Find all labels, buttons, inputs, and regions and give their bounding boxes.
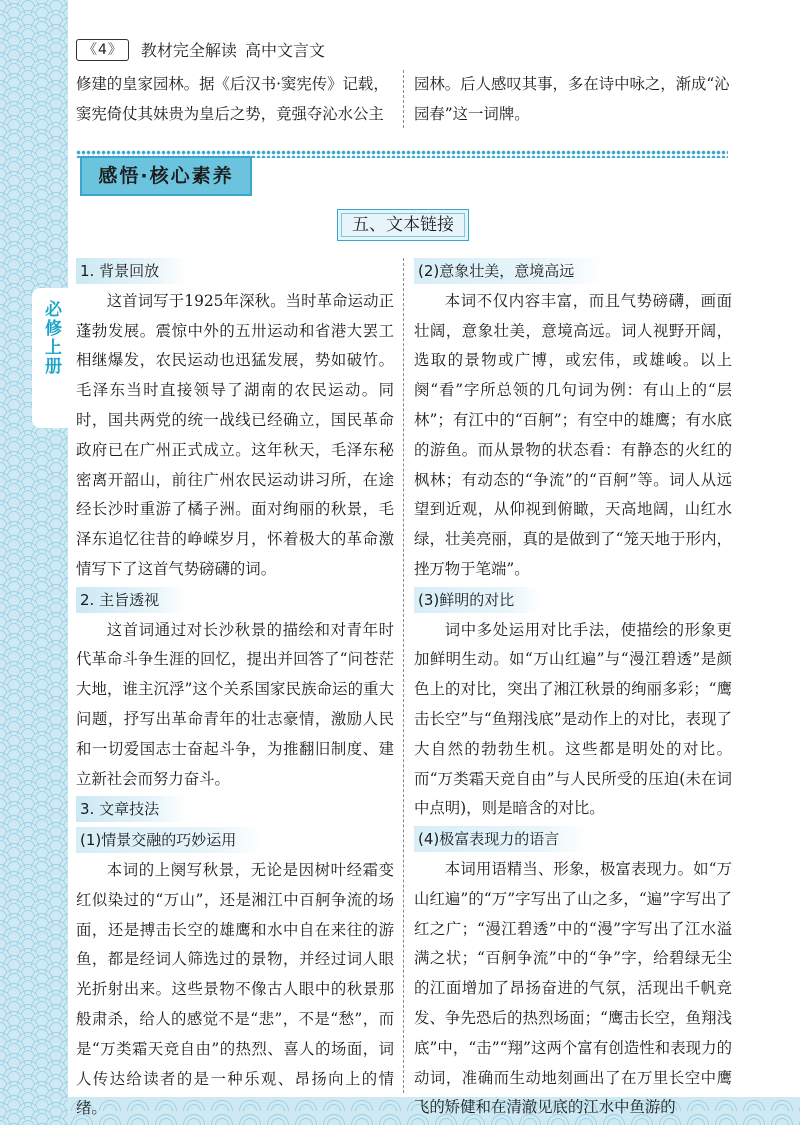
text-line: 窦宪倚仗其妹贵为皇后之势，竟强夺沁水公主	[76, 104, 384, 123]
book-title: 教材完全解读	[140, 41, 237, 60]
left-column	[76, 256, 394, 1124]
column-divider	[403, 258, 404, 1093]
paragraph-technique-1: 本词的上阕写秋景，无论是因树叶经霜变红似染过的“万山”，还是湘江中百舸争流的场面，还是搏击长空的雄鹰和水中自在来往的游鱼，都是经词人筛选过的景物，并经过词人眼光折射出来。这些景物不像古人眼中的秋景那般肃杀，给人的感觉不是“悲”，不是“愁”，而是“万类霜天竞自由”的热烈、喜人的场面，词人传达给读者的是一种乐观、昂扬向上的情绪。	[76, 860, 394, 1118]
paragraph-technique-2: 本词不仅内容丰富，而且气势磅礴，画面壮阔，意象壮美，意境高远。词人视野开阔，选取的景物或广博，或宏伟，或雄峻。以上阕“看”字所总领的几句词为例：有山上的“层林”；有江中的“百舸”；有空中的雄鹰；有水底的游鱼。而从景物的状态看：有静态的火红的枫林；有动态的“争流”的“百舸”等。词人从远望到近观，从仰视到俯瞰，天高地阔，山红水绿，壮美亮丽，真的是做到了“笼天地于形内，挫万物于笔端”。	[414, 291, 732, 578]
paragraph-technique-4: 本词用语精当、形象，极富表现力。如“万山红遍”的“万”字写出了山之多，“遍”字写出了红之广；“漫江碧透”中的“漫”字写出了江水溢满之状；“百舸争流”中的“争”字，给碧绿无尘的江面增加了昂扬奋进的气氛，活现出千帆竞发、争先恐后的热烈场面；“鹰击长空，鱼翔浅底”中，“击”“翔”这两个富有创造性和表现力的动词，准确而生动地刻画出了在万里长空中鹰飞的矫健和在清澈见底的江水中鱼游的	[414, 859, 732, 1117]
top-right-text	[414, 70, 732, 130]
heading-technique-4: (4)极富表现力的语言	[414, 826, 587, 852]
text-line: 园春”这一词牌。	[414, 104, 530, 123]
heading-techniques: 3. 文章技法	[76, 796, 187, 822]
left-decorative-margin	[0, 0, 68, 1125]
top-left-text	[76, 70, 394, 130]
heading-technique-1: (1)情景交融的巧妙运用	[76, 827, 264, 853]
subject-title: 高中文言文	[244, 41, 325, 60]
heading-technique-2: (2)意象壮美，意境高远	[414, 258, 602, 284]
text-line: 园林。后人感叹其事，多在诗中咏之，渐成“沁	[414, 75, 730, 93]
paragraph-theme: 这首词通过对长沙秋景的描绘和对青年时代革命斗争生涯的回忆，提出并回答了“问苍茫大地，谁主沉浮”这个关系国家民族命运的重大问题，抒写出革命青年的壮志豪情，激励人民和一切爱国志士奋起斗争，为推翻旧制度、建立新社会而努力奋斗。	[76, 620, 394, 788]
page-header	[76, 38, 325, 61]
paragraph-technique-3: 词中多处运用对比手法，使描绘的形象更加鲜明生动。如“万山红遍”与“漫江碧透”是颜色上的对比，突出了湘江秋景的绚丽多彩；“鹰击长空”与“鱼翔浅底”是动作上的对比，表现了大自然的勃勃生机。这些都是明处的对比。而“万类霜天竞自由”与人民所受的压迫(未在词中点明)，则是暗含的对比。	[414, 620, 732, 818]
sub-section-title: 五、文本链接	[337, 209, 469, 241]
text-line: 修建的皇家园林。据《后汉书·窦宪传》记载，	[76, 75, 389, 93]
heading-background: 1. 背景回放	[76, 258, 187, 284]
page-number: 《 4 》	[76, 39, 129, 61]
heading-theme: 2. 主旨透视	[76, 587, 187, 613]
heading-technique-3: (3)鲜明的对比	[414, 587, 542, 613]
column-divider	[403, 70, 404, 128]
section-title: 感悟·核心素养	[80, 156, 252, 196]
side-label: 必修上册	[41, 300, 61, 376]
paragraph-background: 这首词写于1925年深秋。当时革命运动正蓬勃发展。震惊中外的五卅运动和省港大罢工相继爆发，农民运动也迅猛发展，势如破竹。毛泽东当时直接领导了湖南的农民运动。同时，国共两党的统一战线已经确立，国民革命政府已在广州正式成立。这年秋天，毛泽东秘密离开韶山，前往广州农民运动讲习所，在途经长沙时重游了橘子洲。面对绚丽的秋景，毛泽东追忆往昔的峥嵘岁月，怀着极大的革命激情写下了这首气势磅礴的词。	[76, 291, 394, 578]
right-column	[414, 256, 732, 1123]
